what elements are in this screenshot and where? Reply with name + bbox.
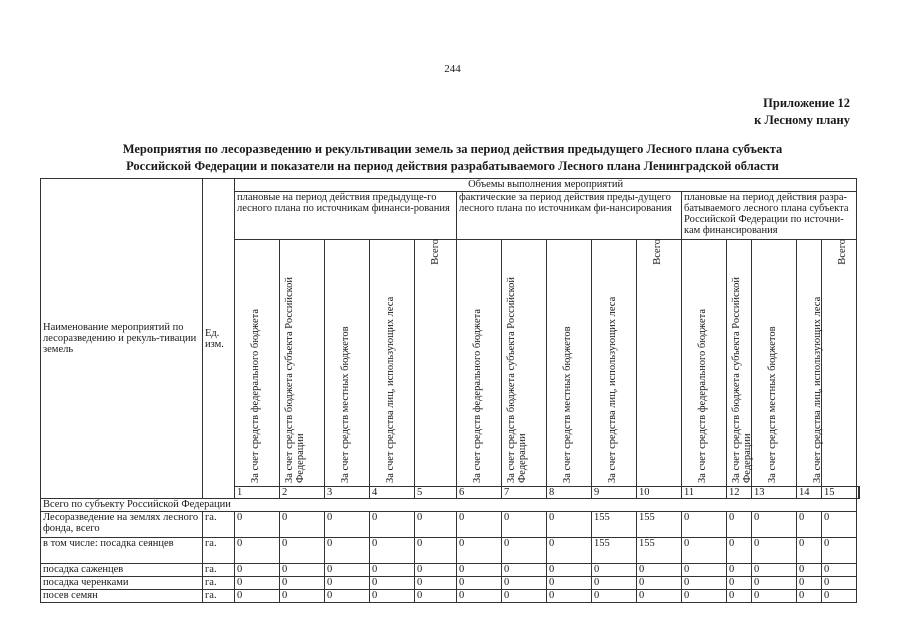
- sub-header-label: За счет средства лиц, использующих леса: [385, 296, 396, 483]
- row-value: 0: [822, 564, 857, 577]
- row-value: 0: [325, 564, 370, 577]
- row-value: 0: [415, 577, 457, 590]
- row-value: 0: [797, 538, 822, 564]
- row-value: 0: [727, 512, 752, 538]
- sub-header-label: За счет средств бюджета субъекта Российской Федерации: [284, 276, 306, 483]
- table-row: [41, 564, 860, 577]
- column-number: 10: [637, 487, 682, 499]
- row-value: 0: [592, 564, 637, 577]
- row-unit: га.: [203, 577, 235, 590]
- sub-header-cell: [235, 240, 280, 487]
- row-value: 0: [822, 538, 857, 564]
- row-value: 0: [457, 512, 502, 538]
- sub-header-label: За счет средств федерального бюджета: [250, 308, 261, 483]
- row-value: 0: [797, 564, 822, 577]
- document-title: [40, 141, 865, 175]
- row-value: 0: [415, 538, 457, 564]
- column-number: 3: [325, 487, 370, 499]
- sub-header-cell: [637, 240, 682, 487]
- column-number: 15: [822, 487, 857, 499]
- sub-header-label: За счет средств местных бюджетов: [562, 326, 573, 483]
- row-unit: га.: [203, 590, 235, 603]
- row-value: 0: [547, 577, 592, 590]
- sub-header-label: Всего: [430, 239, 441, 265]
- row-value: 0: [727, 538, 752, 564]
- row-value: 0: [457, 577, 502, 590]
- row-value: 0: [752, 590, 797, 603]
- table-row: [41, 590, 860, 603]
- row-value: 0: [280, 538, 325, 564]
- sub-header-cell: [682, 240, 727, 487]
- row-value: 0: [235, 512, 280, 538]
- row-value: 0: [592, 590, 637, 603]
- row-value: 0: [592, 577, 637, 590]
- row-value: 155: [592, 538, 637, 564]
- row-unit: га.: [203, 564, 235, 577]
- row-value: 0: [637, 564, 682, 577]
- row-value: 0: [415, 512, 457, 538]
- row-value: 0: [457, 538, 502, 564]
- sub-header-label: Всего: [837, 239, 848, 265]
- column-number: 13: [752, 487, 797, 499]
- table-row: [41, 538, 860, 564]
- row-value: 0: [682, 538, 727, 564]
- sub-header-label: Всего: [652, 239, 663, 265]
- row-value: 0: [325, 538, 370, 564]
- row-value: 0: [502, 564, 547, 577]
- sub-header-label: За счет средств федерального бюджета: [697, 308, 708, 483]
- row-value: 0: [325, 590, 370, 603]
- row-value: 0: [797, 512, 822, 538]
- row-value: 0: [752, 564, 797, 577]
- sub-header-label: За счет средств бюджета субъекта Российской Федерации: [731, 276, 753, 483]
- row-value: 0: [752, 577, 797, 590]
- row-value: 0: [547, 512, 592, 538]
- sub-header-cell: [502, 240, 547, 487]
- column-number: 8: [547, 487, 592, 499]
- row-value: 0: [370, 590, 415, 603]
- row-value: 0: [235, 538, 280, 564]
- row-name: посев семян: [41, 590, 203, 603]
- row-value: 0: [370, 577, 415, 590]
- row-value: 0: [502, 577, 547, 590]
- sub-header-cell: [370, 240, 415, 487]
- row-value: 0: [752, 512, 797, 538]
- measures-table: [40, 178, 860, 603]
- row-value: 0: [822, 590, 857, 603]
- row-value: 0: [637, 590, 682, 603]
- column-number: [858, 487, 859, 499]
- row-value: 0: [502, 590, 547, 603]
- row-value: 0: [502, 512, 547, 538]
- row-value: 0: [637, 577, 682, 590]
- col-name-header: Наименование мероприятий по лесоразведению и рекуль-тивации земель: [41, 179, 203, 499]
- sub-header-cell: [325, 240, 370, 487]
- row-value: 0: [547, 590, 592, 603]
- row-value: 0: [370, 538, 415, 564]
- group-header-actual-prev: фактические за период действия преды-дущего лесного плана по источникам фи-нансирования: [457, 192, 682, 240]
- column-number: 9: [592, 487, 637, 499]
- row-unit: га.: [203, 512, 235, 538]
- row-value: 0: [797, 577, 822, 590]
- row-value: 0: [727, 577, 752, 590]
- table-row: [41, 512, 860, 538]
- appendix-line-2: к Лесному плану: [754, 113, 850, 127]
- appendix-label: [754, 95, 850, 129]
- row-value: 0: [682, 590, 727, 603]
- row-value: 0: [682, 512, 727, 538]
- sub-header-label: За счет средств местных бюджетов: [767, 326, 778, 483]
- row-value: 0: [415, 590, 457, 603]
- column-number: 12: [727, 487, 752, 499]
- appendix-line-1: Приложение 12: [763, 96, 850, 110]
- row-value: 0: [235, 590, 280, 603]
- row-value: 0: [235, 577, 280, 590]
- row-value: 0: [280, 577, 325, 590]
- group-header-planned-new: плановые на период действия разра-батываемого лесного плана субъекта Российской Федерации по источни-кам финансирования: [682, 192, 857, 240]
- row-value: 0: [727, 590, 752, 603]
- row-name: в том числе: посадка сеянцев: [41, 538, 203, 564]
- row-value: 0: [325, 512, 370, 538]
- row-value: 0: [797, 590, 822, 603]
- row-value: 0: [280, 512, 325, 538]
- column-number: 11: [682, 487, 727, 499]
- section-row: Всего по субъекту Российской Федерации: [41, 499, 857, 512]
- group-header-planned-prev: плановые на период действия предыдуще-го лесного плана по источникам финанси-рования: [235, 192, 457, 240]
- column-number: 6: [457, 487, 502, 499]
- column-number: 7: [502, 487, 547, 499]
- sub-header-cell: [822, 240, 857, 487]
- column-number: 4: [370, 487, 415, 499]
- sub-header-cell: [415, 240, 457, 487]
- row-value: 0: [502, 538, 547, 564]
- sub-header-label: За счет средств федерального бюджета: [472, 308, 483, 483]
- row-value: 0: [370, 564, 415, 577]
- row-value: 0: [547, 538, 592, 564]
- row-value: 0: [752, 538, 797, 564]
- column-number: 2: [280, 487, 325, 499]
- row-value: 0: [325, 577, 370, 590]
- sub-header-cell: [280, 240, 325, 487]
- row-value: 155: [592, 512, 637, 538]
- row-value: 0: [370, 512, 415, 538]
- sub-header-cell: [592, 240, 637, 487]
- row-name: Лесоразведение на землях лесного фонда, всего: [41, 512, 203, 538]
- sub-header-cell: [457, 240, 502, 487]
- sub-header-label: За счет средства лиц, использующих леса: [607, 296, 618, 483]
- row-value: 0: [682, 564, 727, 577]
- sub-header-label: За счет средств бюджета субъекта Российской Федерации: [506, 276, 528, 483]
- column-number: 1: [235, 487, 280, 499]
- row-value: 0: [415, 564, 457, 577]
- sub-header-cell: [797, 240, 822, 487]
- sub-header-cell: [752, 240, 797, 487]
- row-value: 155: [637, 538, 682, 564]
- sub-header-cell: [547, 240, 592, 487]
- row-value: 0: [280, 590, 325, 603]
- row-value: 0: [682, 577, 727, 590]
- row-value: 0: [235, 564, 280, 577]
- sub-header-label: За счет средства лиц, использующих леса: [812, 296, 823, 483]
- row-value: 0: [457, 590, 502, 603]
- page-number: 244: [444, 63, 461, 75]
- row-value: 0: [547, 564, 592, 577]
- table-row: [41, 577, 860, 590]
- row-value: 155: [637, 512, 682, 538]
- title-line-2: Российской Федерации и показатели на период действия разрабатываемого Лесного плана Ленинградской области: [126, 159, 779, 173]
- column-number: 14: [797, 487, 822, 499]
- row-value: 0: [280, 564, 325, 577]
- col-unit-header: Ед. изм.: [203, 179, 235, 499]
- sub-header-label: За счет средств местных бюджетов: [340, 326, 351, 483]
- row-value: 0: [822, 577, 857, 590]
- row-unit: га.: [203, 538, 235, 564]
- sub-header-cell: [727, 240, 752, 487]
- column-number: 5: [415, 487, 457, 499]
- row-name: посадка саженцев: [41, 564, 203, 577]
- row-value: 0: [727, 564, 752, 577]
- title-line-1: Мероприятия по лесоразведению и рекультивации земель за период действия предыдущего Лесного плана субъекта: [122, 142, 783, 156]
- volume-header: Объемы выполнения мероприятий: [235, 179, 857, 192]
- row-name: посадка черенками: [41, 577, 203, 590]
- row-value: 0: [457, 564, 502, 577]
- row-value: 0: [822, 512, 857, 538]
